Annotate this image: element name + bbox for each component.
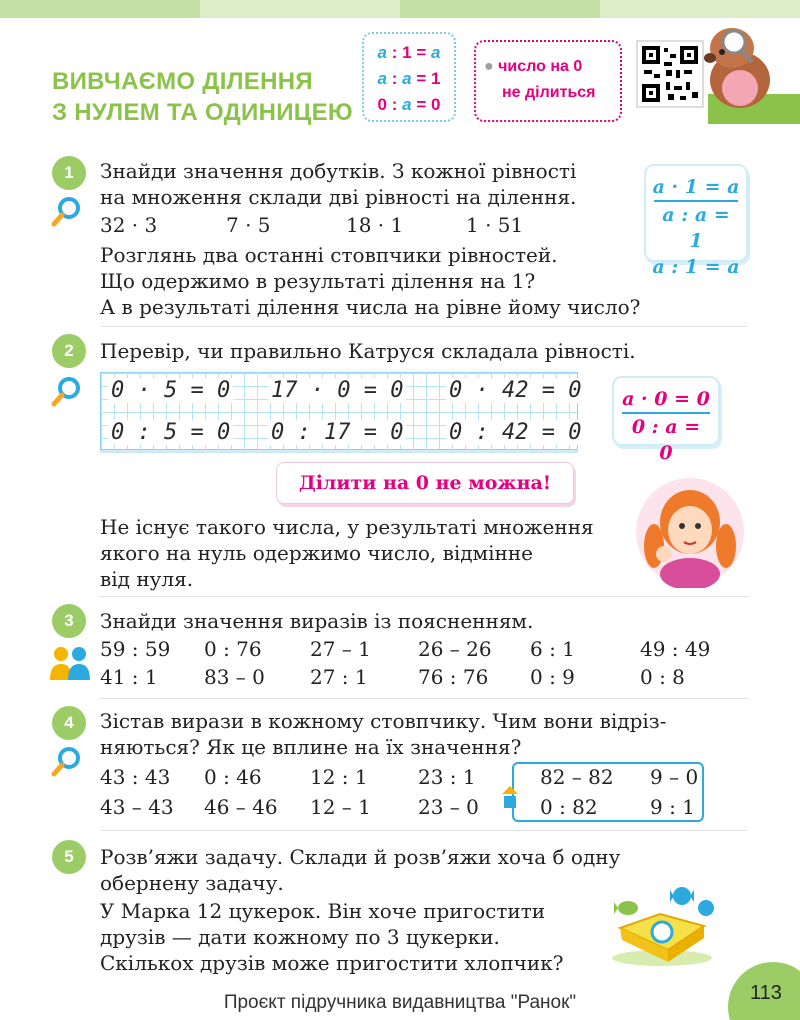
divider: [100, 326, 748, 327]
page-title: ВИВЧАЄМО ДІЛЕННЯ З НУЛЕМ ТА ОДИНИЦЕЮ: [52, 68, 353, 126]
magnifier-icon: [50, 376, 82, 408]
expression: 0 : 9: [530, 665, 575, 689]
expression: 59 : 59: [100, 637, 171, 661]
expression: 26 – 26: [418, 637, 492, 661]
expression: 0 : 82: [540, 795, 598, 819]
expression: 27 – 1: [310, 637, 371, 661]
task1-item: 7 · 5: [226, 213, 271, 237]
expression: 0 : 76: [204, 637, 262, 661]
task1-item: 1 · 51: [466, 213, 524, 237]
pair-work-icon: [48, 644, 92, 684]
task1-item: 32 · 3: [100, 213, 158, 237]
expression: 76 : 76: [418, 665, 489, 689]
magnifier-icon: [50, 746, 82, 778]
task5-line3: У Марка 12 цукерок. Він хоче пригостити: [100, 899, 546, 923]
task2-text2: якого на нуль одержимо число, відмінне: [100, 541, 534, 565]
task4-line2: няються? Як це вплине на їх значення?: [100, 735, 522, 759]
zero-rule-note: ● число на 0 не ділиться: [474, 40, 622, 122]
qr-code-icon[interactable]: [636, 40, 704, 108]
expression: 23 – 0: [418, 795, 479, 819]
divider: [100, 596, 748, 597]
expression: 43 : 43: [100, 765, 171, 789]
magnifier-icon: [50, 196, 82, 228]
task-number-5: 5: [52, 840, 86, 874]
handwritten-equation: 17 · 0 = 0: [268, 378, 406, 403]
task2-text1: Не існує такого числа, у результаті множення: [100, 515, 594, 539]
expression: 6 : 1: [530, 637, 575, 661]
expression: 41 : 1: [100, 665, 158, 689]
expression: 12 – 1: [310, 795, 371, 819]
expression: 12 : 1: [310, 765, 368, 789]
task5-line4: друзів — дати кожному по 3 цукерки.: [100, 925, 500, 949]
task2-line1: Перевір, чи правильно Катруся складала рівності.: [100, 339, 636, 363]
top-color-bar: [0, 0, 800, 18]
task2-rule-box: a · 0 = 0 0 : a = 0: [612, 376, 720, 446]
expression: 9 – 0: [650, 765, 699, 789]
house-icon: [500, 784, 520, 812]
divider: [100, 698, 748, 699]
expression: 46 – 46: [204, 795, 278, 819]
task-number-1: 1: [52, 156, 86, 190]
expression: 27 : 1: [310, 665, 368, 689]
task1-rule-box: a · 1 = a a : a = 1 a : 1 = a: [644, 164, 748, 262]
handwritten-equation: 0 : 17 = 0: [268, 420, 406, 445]
task5-line1: Розв’яжи задачу. Склади й розв’яжи хоча б одну: [100, 845, 621, 869]
expression: 49 : 49: [640, 637, 711, 661]
task-number-3: 3: [52, 604, 86, 638]
expression: 43 – 43: [100, 795, 174, 819]
footer-publisher: Проєкт підручника видавництва "Ранок": [223, 992, 577, 1013]
expression: 0 : 46: [204, 765, 262, 789]
task1-line5: А в результаті ділення числа на рівне йому число?: [100, 295, 641, 319]
handwritten-equation: 0 : 5 = 0: [108, 420, 233, 445]
bullet-icon: ●: [484, 58, 494, 75]
thinking-girl-icon: [634, 470, 744, 588]
task1-line4: Що одержимо в результаті ділення на 1?: [100, 269, 536, 293]
handwritten-equation: 0 · 5 = 0: [108, 378, 233, 403]
expression: 23 : 1: [418, 765, 476, 789]
task1-line2: на множення склади дві рівності на ділення.: [100, 185, 577, 209]
task1-line3: Розглянь два останні стовпчики рівностей.: [100, 243, 558, 267]
expression: 83 – 0: [204, 665, 265, 689]
task5-line5: Скількох друзів може пригостити хлопчик?: [100, 951, 564, 975]
task1-line1: Знайди значення добутків. З кожної рівності: [100, 159, 577, 183]
handwritten-equation: 0 · 42 = 0: [446, 378, 584, 403]
capybara-mascot-icon: [700, 18, 778, 110]
task-number-4: 4: [52, 706, 86, 740]
task3-line1: Знайди значення виразів із поясненням.: [100, 609, 534, 633]
task5-line2: обернену задачу.: [100, 871, 284, 895]
page-number: 113: [728, 962, 800, 1020]
candy-box-icon: [600, 878, 724, 970]
task-number-2: 2: [52, 334, 86, 368]
expression: 82 – 82: [540, 765, 614, 789]
handwritten-equation: 0 : 42 = 0: [446, 420, 584, 445]
rules-box: a : 1 = a a : a = 1 0 : a = 0: [362, 32, 456, 122]
expression: 0 : 8: [640, 665, 685, 689]
task2-text3: від нуля.: [100, 567, 194, 591]
task1-item: 18 · 1: [346, 213, 404, 237]
task4-line1: Зістав вирази в кожному стовпчику. Чим вони відріз-: [100, 709, 667, 733]
expression: 9 : 1: [650, 795, 695, 819]
zero-division-warning: Ділити на 0 не можна!: [276, 462, 574, 504]
divider: [100, 830, 748, 831]
